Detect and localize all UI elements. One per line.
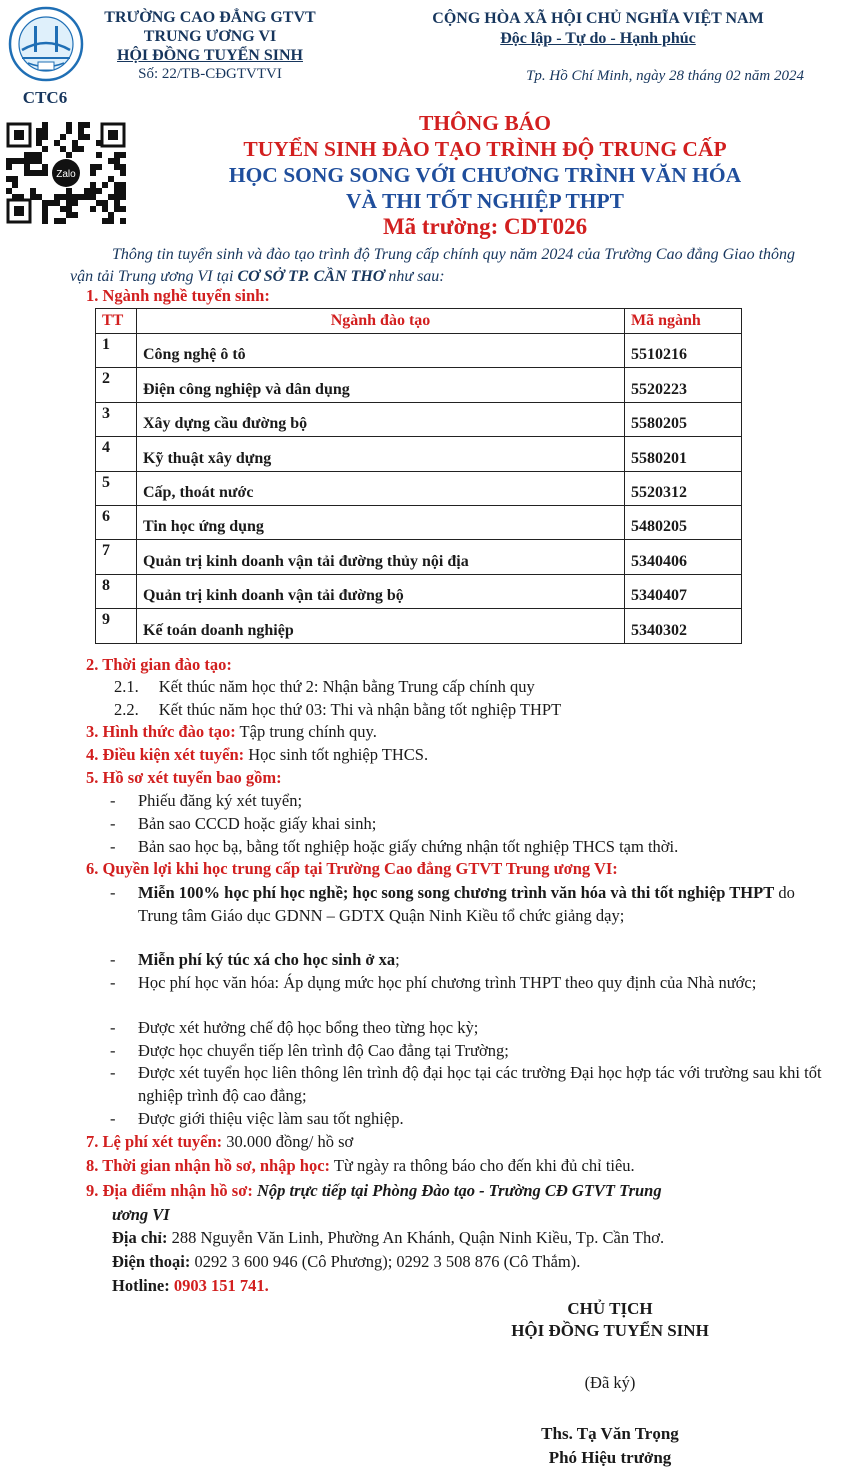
signature-title-1: CHỦ TỊCH — [567, 1299, 653, 1318]
school-code: Mã trường: CDT026 — [382, 214, 588, 239]
nation-motto: Độc lập - Tự do - Hạnh phúc — [500, 30, 696, 47]
school-line-1: TRƯỜNG CAO ĐẲNG GTVT — [104, 9, 316, 26]
row-tt: 9 — [96, 609, 137, 643]
row-major: Quản trị kinh doanh vận tải đường bộ — [137, 574, 625, 608]
row-code: 5340406 — [625, 540, 742, 574]
zalo-icon: Zalo — [56, 169, 76, 180]
row-code: 5580201 — [625, 437, 742, 471]
row-code: 5520223 — [625, 368, 742, 402]
section-9: 9. Địa điểm nhận hồ sơ: Nộp trực tiếp tại Phòng Đào tạo - Trường CĐ GTVT Trung — [86, 1181, 662, 1200]
section-9-line-2: ương VI — [112, 1205, 170, 1224]
notice-subtitle-1: TUYỂN SINH ĐÀO TẠO TRÌNH ĐỘ TRUNG CẤP — [243, 137, 727, 161]
col-header-code: Mã ngành — [625, 309, 742, 334]
row-major: Xây dựng cầu đường bộ — [137, 402, 625, 436]
section-6-item-3: - Học phí học văn hóa: Áp dụng mức học phí chương trình THPT theo quy định của Nhà nước; — [110, 973, 757, 992]
notice-title: THÔNG BÁO — [418, 111, 551, 135]
table-row — [96, 471, 742, 505]
section-3: 3. Hình thức đào tạo: Tập trung chính quy. — [86, 722, 377, 741]
intro-tail: như sau: — [384, 268, 445, 285]
row-tt: 2 — [96, 368, 137, 402]
row-tt: 7 — [96, 540, 137, 574]
table-row — [96, 505, 742, 539]
zalo-qr-code[interactable] — [6, 122, 126, 224]
row-tt: 6 — [96, 505, 137, 539]
table-row — [96, 402, 742, 436]
section-6-item-5: - Được học chuyển tiếp lên trình độ Cao đẳng tại Trường; — [110, 1041, 509, 1060]
col-header-tt: TT — [96, 309, 137, 334]
row-major: Kế toán doanh nghiệp — [137, 609, 625, 643]
table-row — [96, 437, 742, 471]
table-row — [96, 368, 742, 402]
section-6-item-4: - Được xét hưởng chế độ học bổng theo từng học kỳ; — [110, 1018, 479, 1037]
school-line-3: HỘI ĐỒNG TUYỂN SINH — [117, 47, 303, 64]
row-major: Kỹ thuật xây dựng — [137, 437, 625, 471]
row-code: 5520312 — [625, 471, 742, 505]
row-code: 5340407 — [625, 574, 742, 608]
row-tt: 3 — [96, 402, 137, 436]
row-major: Công nghệ ô tô — [137, 334, 625, 368]
col-header-major: Ngành đào tạo — [137, 309, 625, 334]
signed-note: (Đã ký) — [584, 1373, 636, 1392]
row-code: 5340302 — [625, 609, 742, 643]
signature-title-2: HỘI ĐỒNG TUYỂN SINH — [511, 1321, 709, 1340]
section-6-item-2: - Miễn phí ký túc xá cho học sinh ở xa; — [110, 950, 400, 969]
intro-paragraph — [70, 244, 805, 288]
row-tt: 1 — [96, 334, 137, 368]
row-tt: 4 — [96, 437, 137, 471]
signer-name: Ths. Tạ Văn Trọng — [541, 1424, 679, 1443]
section-2-item-1: 2.1. Kết thúc năm học thứ 2: Nhận bằng Trung cấp chính quy — [114, 677, 535, 696]
row-major: Điện công nghiệp và dân dụng — [137, 368, 625, 402]
table-row — [96, 609, 742, 643]
row-code: 5480205 — [625, 505, 742, 539]
row-code: 5510216 — [625, 334, 742, 368]
table-row — [96, 540, 742, 574]
section-2-item-2: 2.2. Kết thúc năm học thứ 03: Thi và nhận bằng tốt nghiệp THPT — [114, 700, 562, 719]
address: Địa chỉ: 288 Nguyễn Văn Linh, Phường An Khánh, Quận Ninh Kiều, Tp. Cần Thơ. — [112, 1228, 665, 1247]
section-6-item-1: - Miễn 100% học phí học nghề; học song song chương trình văn hóa và thi tốt nghiệp THPT do Trung tâm Giáo dục GDNN – GDTX Quận Ninh Kiều tổ chức giảng dạy; — [110, 883, 795, 925]
section-7: 7. Lệ phí xét tuyển: 30.000 đồng/ hồ sơ — [86, 1132, 354, 1151]
row-tt: 8 — [96, 574, 137, 608]
table-row — [96, 574, 742, 608]
section-2-title: 2. Thời gian đào tạo: — [86, 655, 232, 674]
row-tt: 5 — [96, 471, 137, 505]
table-header-row — [96, 309, 742, 334]
logo-code: CTC6 — [22, 88, 68, 107]
place-date: Tp. Hồ Chí Minh, ngày 28 tháng 02 năm 2024 — [526, 68, 804, 84]
intro-campus: CƠ SỞ TP. CẦN THƠ — [237, 268, 385, 285]
notice-subtitle-3: VÀ THI TỐT NGHIỆP THPT — [346, 189, 624, 213]
section-6-title: 6. Quyền lợi khi học trung cấp tại Trường Cao đẳng GTVT Trung ương VI: — [86, 859, 618, 878]
majors-table — [95, 308, 742, 644]
school-logo — [8, 6, 84, 82]
row-major: Tin học ứng dụng — [137, 505, 625, 539]
signer-position: Phó Hiệu trưởng — [548, 1448, 672, 1467]
section-5-item-1: - Phiếu đăng ký xét tuyển; — [110, 791, 303, 810]
doc-number: Số: 22/TB-CĐGTVTVI — [138, 66, 282, 82]
section-5-item-3: - Bản sao học bạ, bằng tốt nghiệp hoặc giấy chứng nhận tốt nghiệp THCS tạm thời. — [110, 837, 679, 856]
section-8: 8. Thời gian nhận hồ sơ, nhập học: Từ ngày ra thông báo cho đến khi đủ chỉ tiêu. — [86, 1156, 635, 1175]
phone: Điện thoại: 0292 3 600 946 (Cô Phương); 0292 3 508 876 (Cô Thắm). — [112, 1252, 581, 1271]
section-4: 4. Điều kiện xét tuyển: Học sinh tốt nghiệp THCS. — [86, 745, 429, 764]
school-header — [92, 8, 328, 84]
hotline[interactable]: Hotline: 0903 151 741. — [112, 1276, 269, 1295]
row-major: Quản trị kinh doanh vận tải đường thủy nội địa — [137, 540, 625, 574]
row-code: 5580205 — [625, 402, 742, 436]
section-5-item-2: - Bản sao CCCD hoặc giấy khai sinh; — [110, 814, 377, 833]
section-6-item-7: - Được giới thiệu việc làm sau tốt nghiệp. — [110, 1109, 404, 1128]
nation-title: CỘNG HÒA XÃ HỘI CHỦ NGHĨA VIỆT NAM — [432, 10, 764, 27]
nation-header — [398, 9, 798, 49]
row-major: Cấp, thoát nước — [137, 471, 625, 505]
section-5-title: 5. Hồ sơ xét tuyển bao gồm: — [86, 768, 282, 787]
school-line-2: TRUNG ƯƠNG VI — [143, 28, 277, 45]
notice-subtitle-2: HỌC SONG SONG VỚI CHƯƠNG TRÌNH VĂN HÓA — [228, 163, 742, 187]
notice-titles — [160, 110, 810, 240]
table-row — [96, 334, 742, 368]
section-6-item-6: - Được xét tuyển học liên thông lên trình độ đại học tại các trường Đại học hợp tác với trường sau khi tốt nghiệp trình độ cao đẳng; — [110, 1063, 822, 1105]
intro-text: Thông tin tuyển sinh và đào tạo trình độ Trung cấp chính quy năm 2024 của Trường Cao đẳng Giao thông vận tải Trung ương VI tại — [70, 246, 796, 285]
section-1-title: 1. Ngành nghề tuyển sinh: — [86, 286, 270, 305]
